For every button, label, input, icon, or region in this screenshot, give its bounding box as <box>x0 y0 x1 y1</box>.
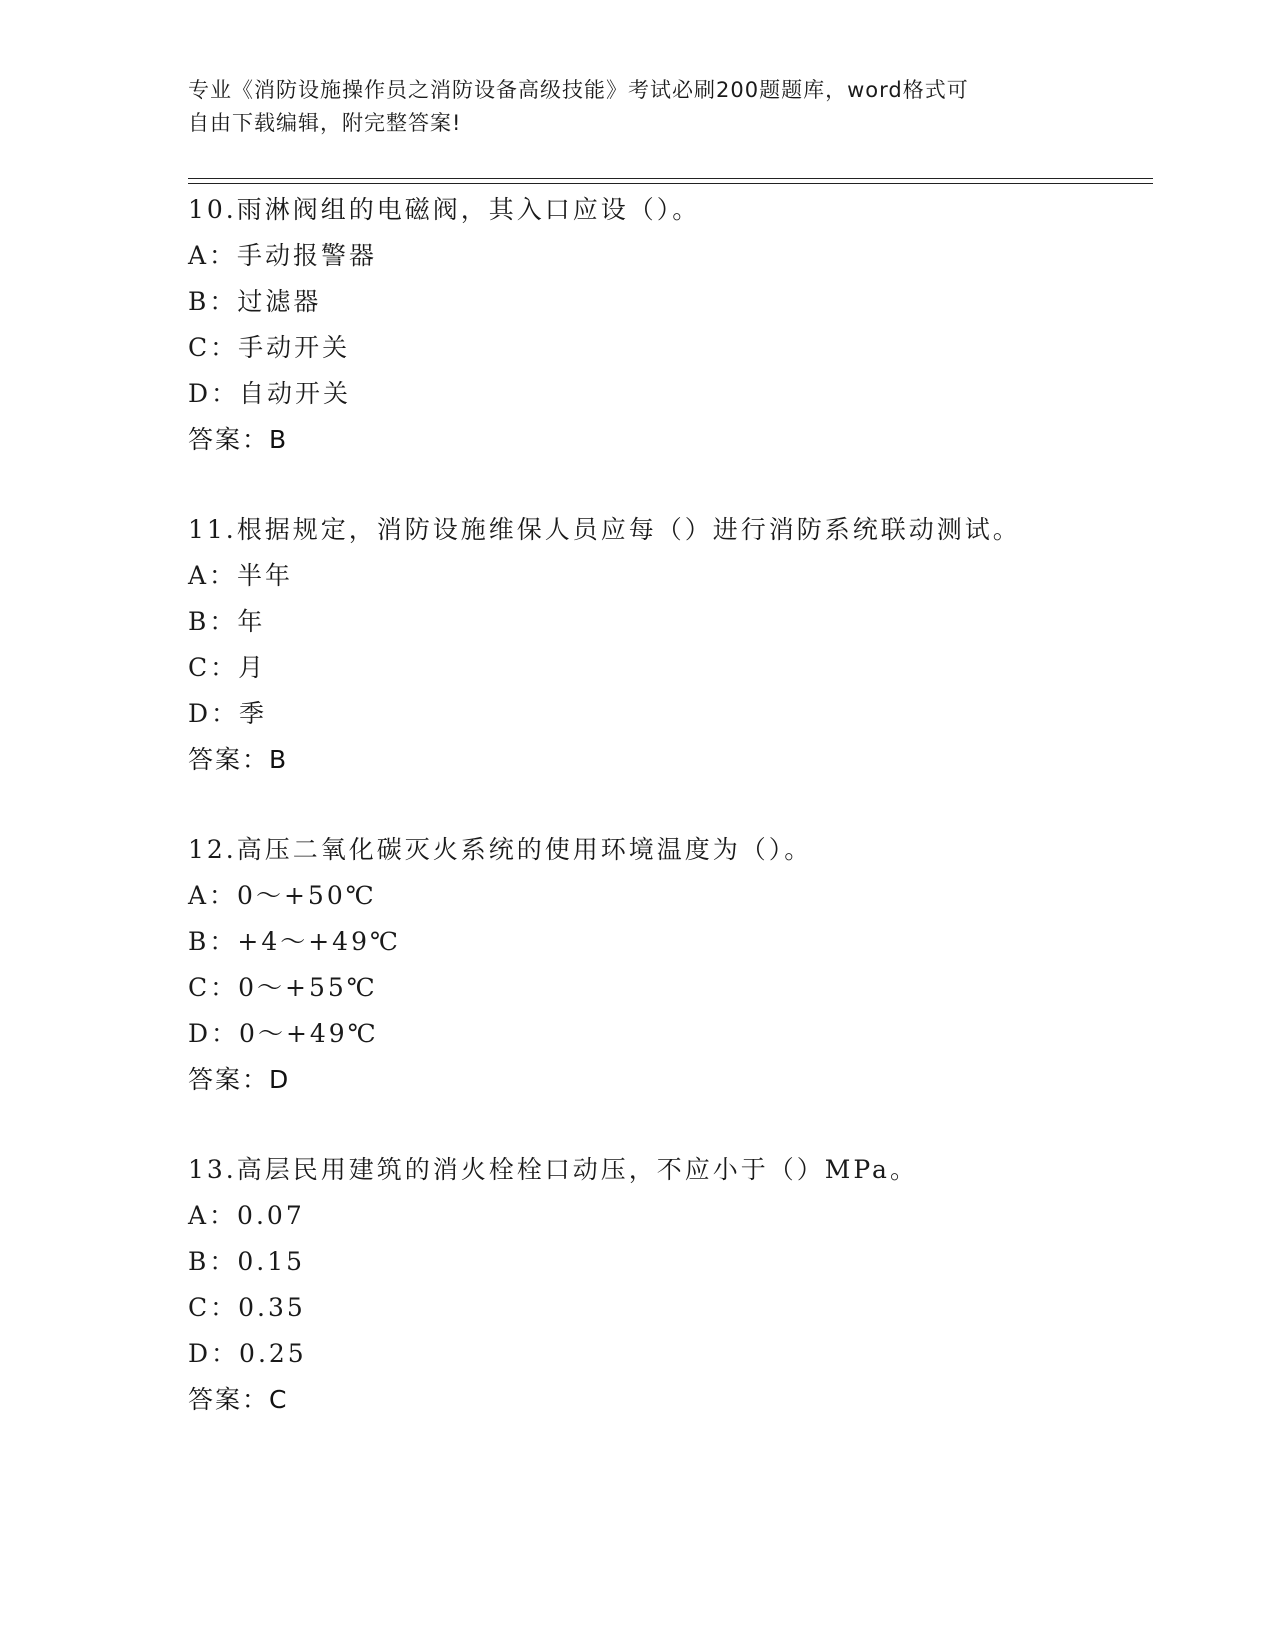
question-stem: 10.雨淋阀组的电磁阀，其入口应设（）。 <box>188 195 701 224</box>
question-10 <box>188 187 1148 463</box>
option-d: D：自动开关 <box>188 379 352 408</box>
option-c: C：手动开关 <box>188 333 351 362</box>
question-stem: 13.高层民用建筑的消火栓栓口动压，不应小于（）MPa。 <box>188 1155 918 1184</box>
option-b: B：0.15 <box>188 1247 306 1276</box>
option-b: B：+4～+49℃ <box>188 927 401 956</box>
option-d: D：0～+49℃ <box>188 1019 379 1048</box>
question-stem: 12.高压二氧化碳灭火系统的使用环境温度为（）。 <box>188 835 813 864</box>
option-c: C：0.35 <box>188 1293 306 1322</box>
question-12 <box>188 827 1148 1103</box>
answer-line: 答案：C <box>188 1385 289 1414</box>
answer-line: 答案：B <box>188 745 289 774</box>
option-b: B：年 <box>188 607 266 636</box>
header-divider-top <box>188 178 1153 179</box>
answer-line: 答案：B <box>188 425 289 454</box>
option-b: B：过滤器 <box>188 287 322 316</box>
document-header <box>188 74 1088 140</box>
question-13 <box>188 1147 1148 1423</box>
option-a: A：半年 <box>188 561 294 590</box>
header-line-1: 专业《消防设施操作员之消防设备高级技能》考试必刷200题题库，word格式可 <box>188 78 969 102</box>
header-divider-bottom <box>188 183 1153 184</box>
question-stem: 11.根据规定，消防设施维保人员应每（）进行消防系统联动测试。 <box>188 515 1021 544</box>
header-line-2: 自由下载编辑，附完整答案! <box>188 111 462 135</box>
option-a: A：0～+50℃ <box>188 881 377 910</box>
option-c: C：月 <box>188 653 267 682</box>
option-a: A：0.07 <box>188 1201 305 1230</box>
option-c: C：0～+55℃ <box>188 973 378 1002</box>
answer-line: 答案：D <box>188 1065 291 1094</box>
question-11 <box>188 507 1148 783</box>
option-a: A：手动报警器 <box>188 241 378 270</box>
option-d: D：季 <box>188 699 268 728</box>
option-d: D：0.25 <box>188 1339 307 1368</box>
